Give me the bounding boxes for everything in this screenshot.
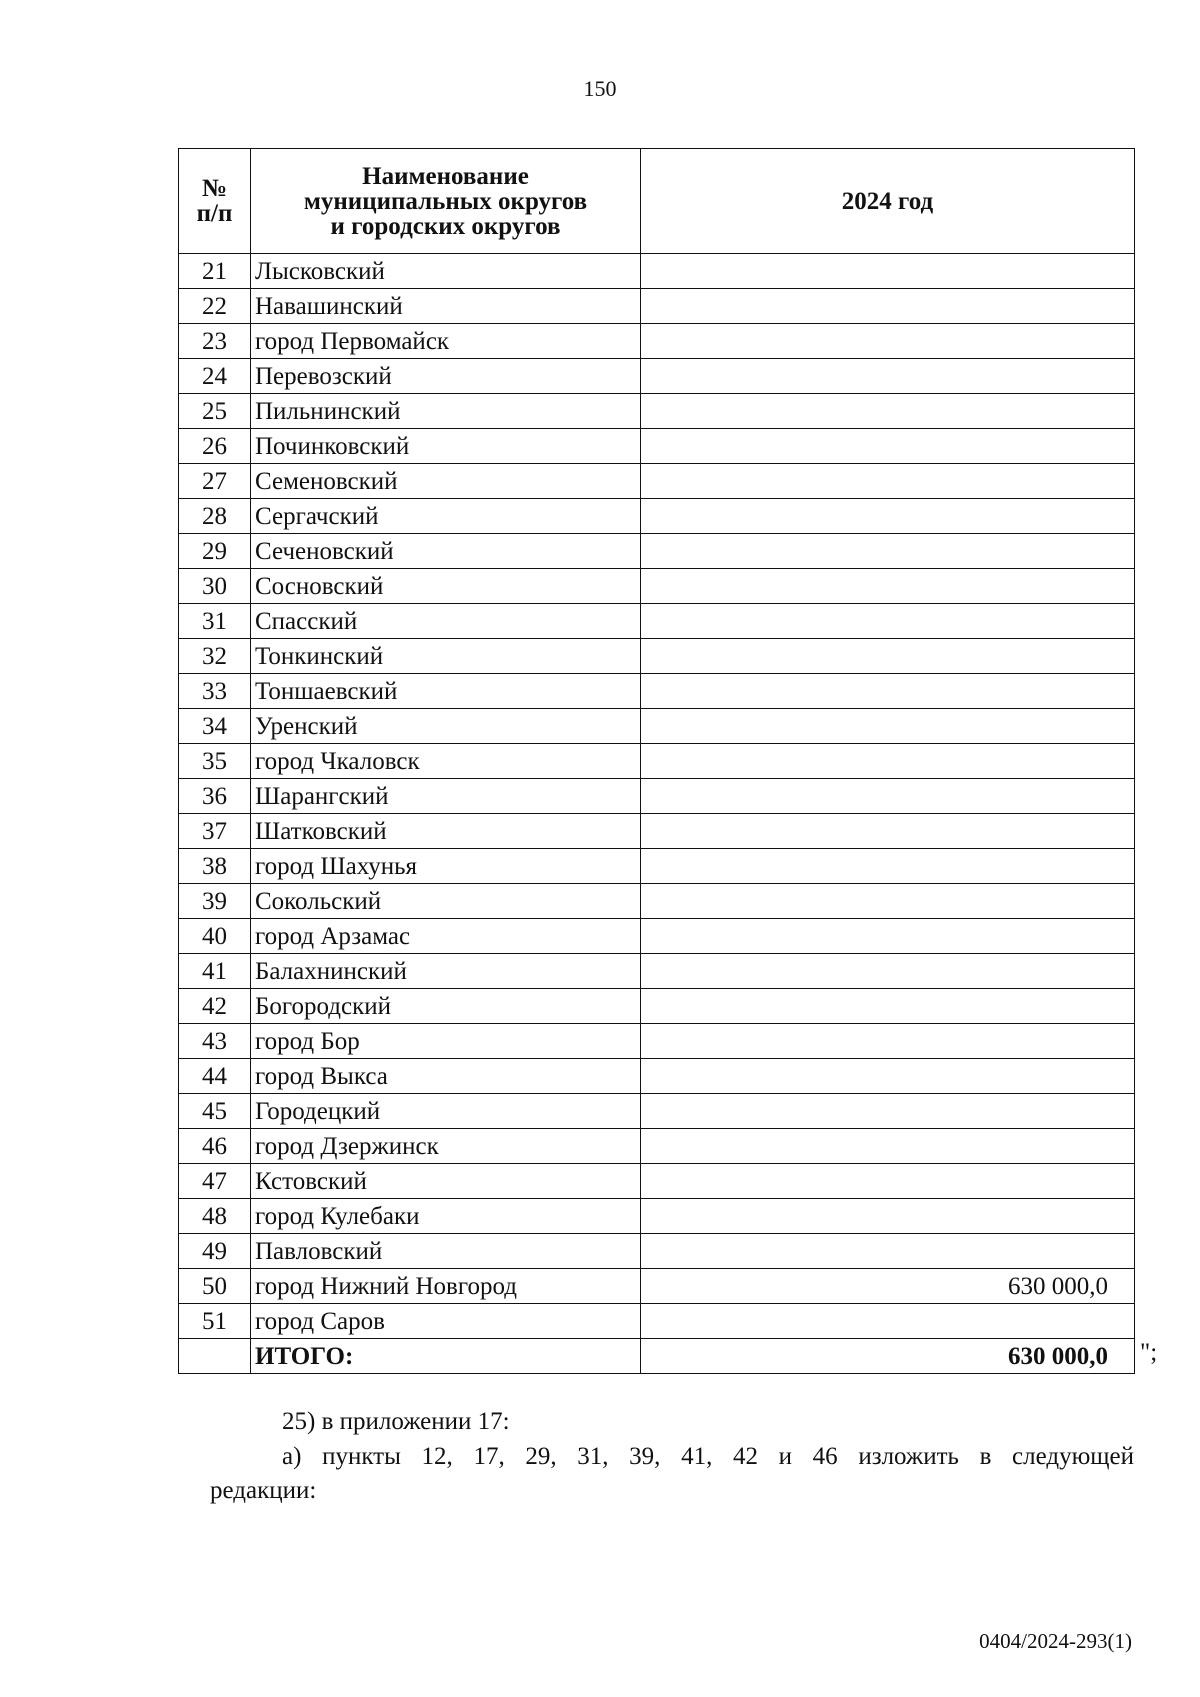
row-value — [641, 919, 1135, 954]
table-row — [179, 254, 1135, 289]
row-number: 36 — [179, 779, 251, 814]
table-row — [179, 989, 1135, 1024]
total-value: 630 000,0 — [641, 1339, 1135, 1374]
row-name: Городецкий — [251, 1094, 641, 1129]
row-value — [641, 324, 1135, 359]
row-number: 46 — [179, 1129, 251, 1164]
header-number — [179, 149, 251, 254]
table-header-row — [179, 149, 1135, 254]
row-value — [641, 1164, 1135, 1199]
header-name — [251, 149, 641, 254]
header-number-abbr: п/п — [196, 200, 233, 227]
table-row — [179, 884, 1135, 919]
table-row — [179, 1059, 1135, 1094]
row-number: 24 — [179, 359, 251, 394]
row-name: город Арзамас — [251, 919, 641, 954]
row-name: Сергачский — [251, 499, 641, 534]
row-number: 47 — [179, 1164, 251, 1199]
closing-quote: "; — [1140, 1339, 1158, 1366]
row-name: Сокольский — [251, 884, 641, 919]
table-row — [179, 709, 1135, 744]
row-value — [641, 359, 1135, 394]
row-value — [641, 499, 1135, 534]
row-number: 39 — [179, 884, 251, 919]
row-value — [641, 254, 1135, 289]
table-row — [179, 499, 1135, 534]
header-name-line1: Наименование — [362, 162, 529, 190]
table-row — [179, 1304, 1135, 1339]
row-value — [641, 1234, 1135, 1269]
row-value — [641, 1059, 1135, 1094]
row-value — [641, 569, 1135, 604]
row-number: 21 — [179, 254, 251, 289]
row-number: 31 — [179, 604, 251, 639]
row-name: город Выкса — [251, 1059, 641, 1094]
row-number: 42 — [179, 989, 251, 1024]
districts-table — [178, 148, 1135, 1374]
row-number: 28 — [179, 499, 251, 534]
row-number: 26 — [179, 429, 251, 464]
row-name: Уренский — [251, 709, 641, 744]
row-number: 29 — [179, 534, 251, 569]
row-value — [641, 464, 1135, 499]
table-row — [179, 954, 1135, 989]
row-value — [641, 709, 1135, 744]
table-row — [179, 429, 1135, 464]
row-name: Тонкинский — [251, 639, 641, 674]
row-value — [641, 1129, 1135, 1164]
row-name: Кстовский — [251, 1164, 641, 1199]
table-row — [179, 464, 1135, 499]
row-name: Сеченовский — [251, 534, 641, 569]
table-row — [179, 534, 1135, 569]
row-number: 35 — [179, 744, 251, 779]
row-value — [641, 429, 1135, 464]
header-year: 2024 год — [641, 149, 1135, 254]
row-value — [641, 1024, 1135, 1059]
row-number: 51 — [179, 1304, 251, 1339]
row-value — [641, 989, 1135, 1024]
row-name: Пильнинский — [251, 394, 641, 429]
row-number: 22 — [179, 289, 251, 324]
page-number: 150 — [583, 76, 617, 101]
row-name: город Кулебаки — [251, 1199, 641, 1234]
table-row — [179, 1164, 1135, 1199]
row-name: город Бор — [251, 1024, 641, 1059]
row-number: 30 — [179, 569, 251, 604]
table-row — [179, 1129, 1135, 1164]
table-row — [179, 744, 1135, 779]
row-number: 33 — [179, 674, 251, 709]
row-value — [641, 1199, 1135, 1234]
row-name: Починковский — [251, 429, 641, 464]
row-number: 37 — [179, 814, 251, 849]
table-row — [179, 1199, 1135, 1234]
total-number-cell — [179, 1339, 251, 1374]
row-value — [641, 639, 1135, 674]
row-number: 44 — [179, 1059, 251, 1094]
row-name: Шатковский — [251, 814, 641, 849]
row-value — [641, 394, 1135, 429]
row-number: 50 — [179, 1269, 251, 1304]
table-row — [179, 919, 1135, 954]
table-row — [179, 569, 1135, 604]
row-name: Шарангский — [251, 779, 641, 814]
row-value — [641, 954, 1135, 989]
table-row — [179, 1234, 1135, 1269]
row-name: город Чкаловск — [251, 744, 641, 779]
row-name: Навашинский — [251, 289, 641, 324]
row-value — [641, 674, 1135, 709]
row-name: Семеновский — [251, 464, 641, 499]
table-row — [179, 604, 1135, 639]
row-name: Павловский — [251, 1234, 641, 1269]
row-value — [641, 744, 1135, 779]
paragraph-items: а) пункты 12, 17, 29, 31, 39, 41, 42 и 46 изложить в следующей — [282, 1443, 1134, 1470]
paragraph-edition: редакции: — [210, 1477, 317, 1504]
table-row — [179, 779, 1135, 814]
row-value — [641, 884, 1135, 919]
row-value — [641, 534, 1135, 569]
row-value — [641, 604, 1135, 639]
row-number: 45 — [179, 1094, 251, 1129]
row-number: 48 — [179, 1199, 251, 1234]
table-row — [179, 1024, 1135, 1059]
table-row — [179, 674, 1135, 709]
table-row — [179, 289, 1135, 324]
header-name-line2: муниципальных округов — [303, 187, 588, 215]
paragraph-appendix: 25) в приложении 17: — [282, 1408, 510, 1435]
table-row — [179, 1094, 1135, 1129]
row-name: Спасский — [251, 604, 641, 639]
row-value — [641, 849, 1135, 884]
row-name: город Саров — [251, 1304, 641, 1339]
document-code: 0404/2024-293(1) — [979, 1629, 1132, 1653]
row-number: 25 — [179, 394, 251, 429]
header-number-sign: № — [201, 175, 228, 202]
table-body — [179, 254, 1135, 1374]
row-value — [641, 814, 1135, 849]
row-number: 49 — [179, 1234, 251, 1269]
row-name: город Нижний Новгород — [251, 1269, 641, 1304]
row-value — [641, 1094, 1135, 1129]
row-number: 40 — [179, 919, 251, 954]
row-name: город Дзержинск — [251, 1129, 641, 1164]
row-number: 34 — [179, 709, 251, 744]
row-number: 27 — [179, 464, 251, 499]
row-value — [641, 1304, 1135, 1339]
row-value — [641, 779, 1135, 814]
row-name: Тоншаевский — [251, 674, 641, 709]
table-row — [179, 359, 1135, 394]
total-label: ИТОГО: — [251, 1339, 641, 1374]
row-number: 32 — [179, 639, 251, 674]
table-row — [179, 814, 1135, 849]
row-value: 630 000,0 — [641, 1269, 1135, 1304]
row-name: Богородский — [251, 989, 641, 1024]
row-name: Сосновский — [251, 569, 641, 604]
row-number: 23 — [179, 324, 251, 359]
row-number: 41 — [179, 954, 251, 989]
table-row — [179, 849, 1135, 884]
total-row — [179, 1339, 1135, 1374]
table-row — [179, 639, 1135, 674]
table-row — [179, 394, 1135, 429]
row-name: Лысковский — [251, 254, 641, 289]
row-name: город Первомайск — [251, 324, 641, 359]
row-number: 38 — [179, 849, 251, 884]
table-row — [179, 1269, 1135, 1304]
row-number: 43 — [179, 1024, 251, 1059]
row-name: Перевозский — [251, 359, 641, 394]
row-name: Балахнинский — [251, 954, 641, 989]
row-name: город Шахунья — [251, 849, 641, 884]
header-name-line3: и городских округов — [330, 212, 561, 240]
row-value — [641, 289, 1135, 324]
table-row — [179, 324, 1135, 359]
